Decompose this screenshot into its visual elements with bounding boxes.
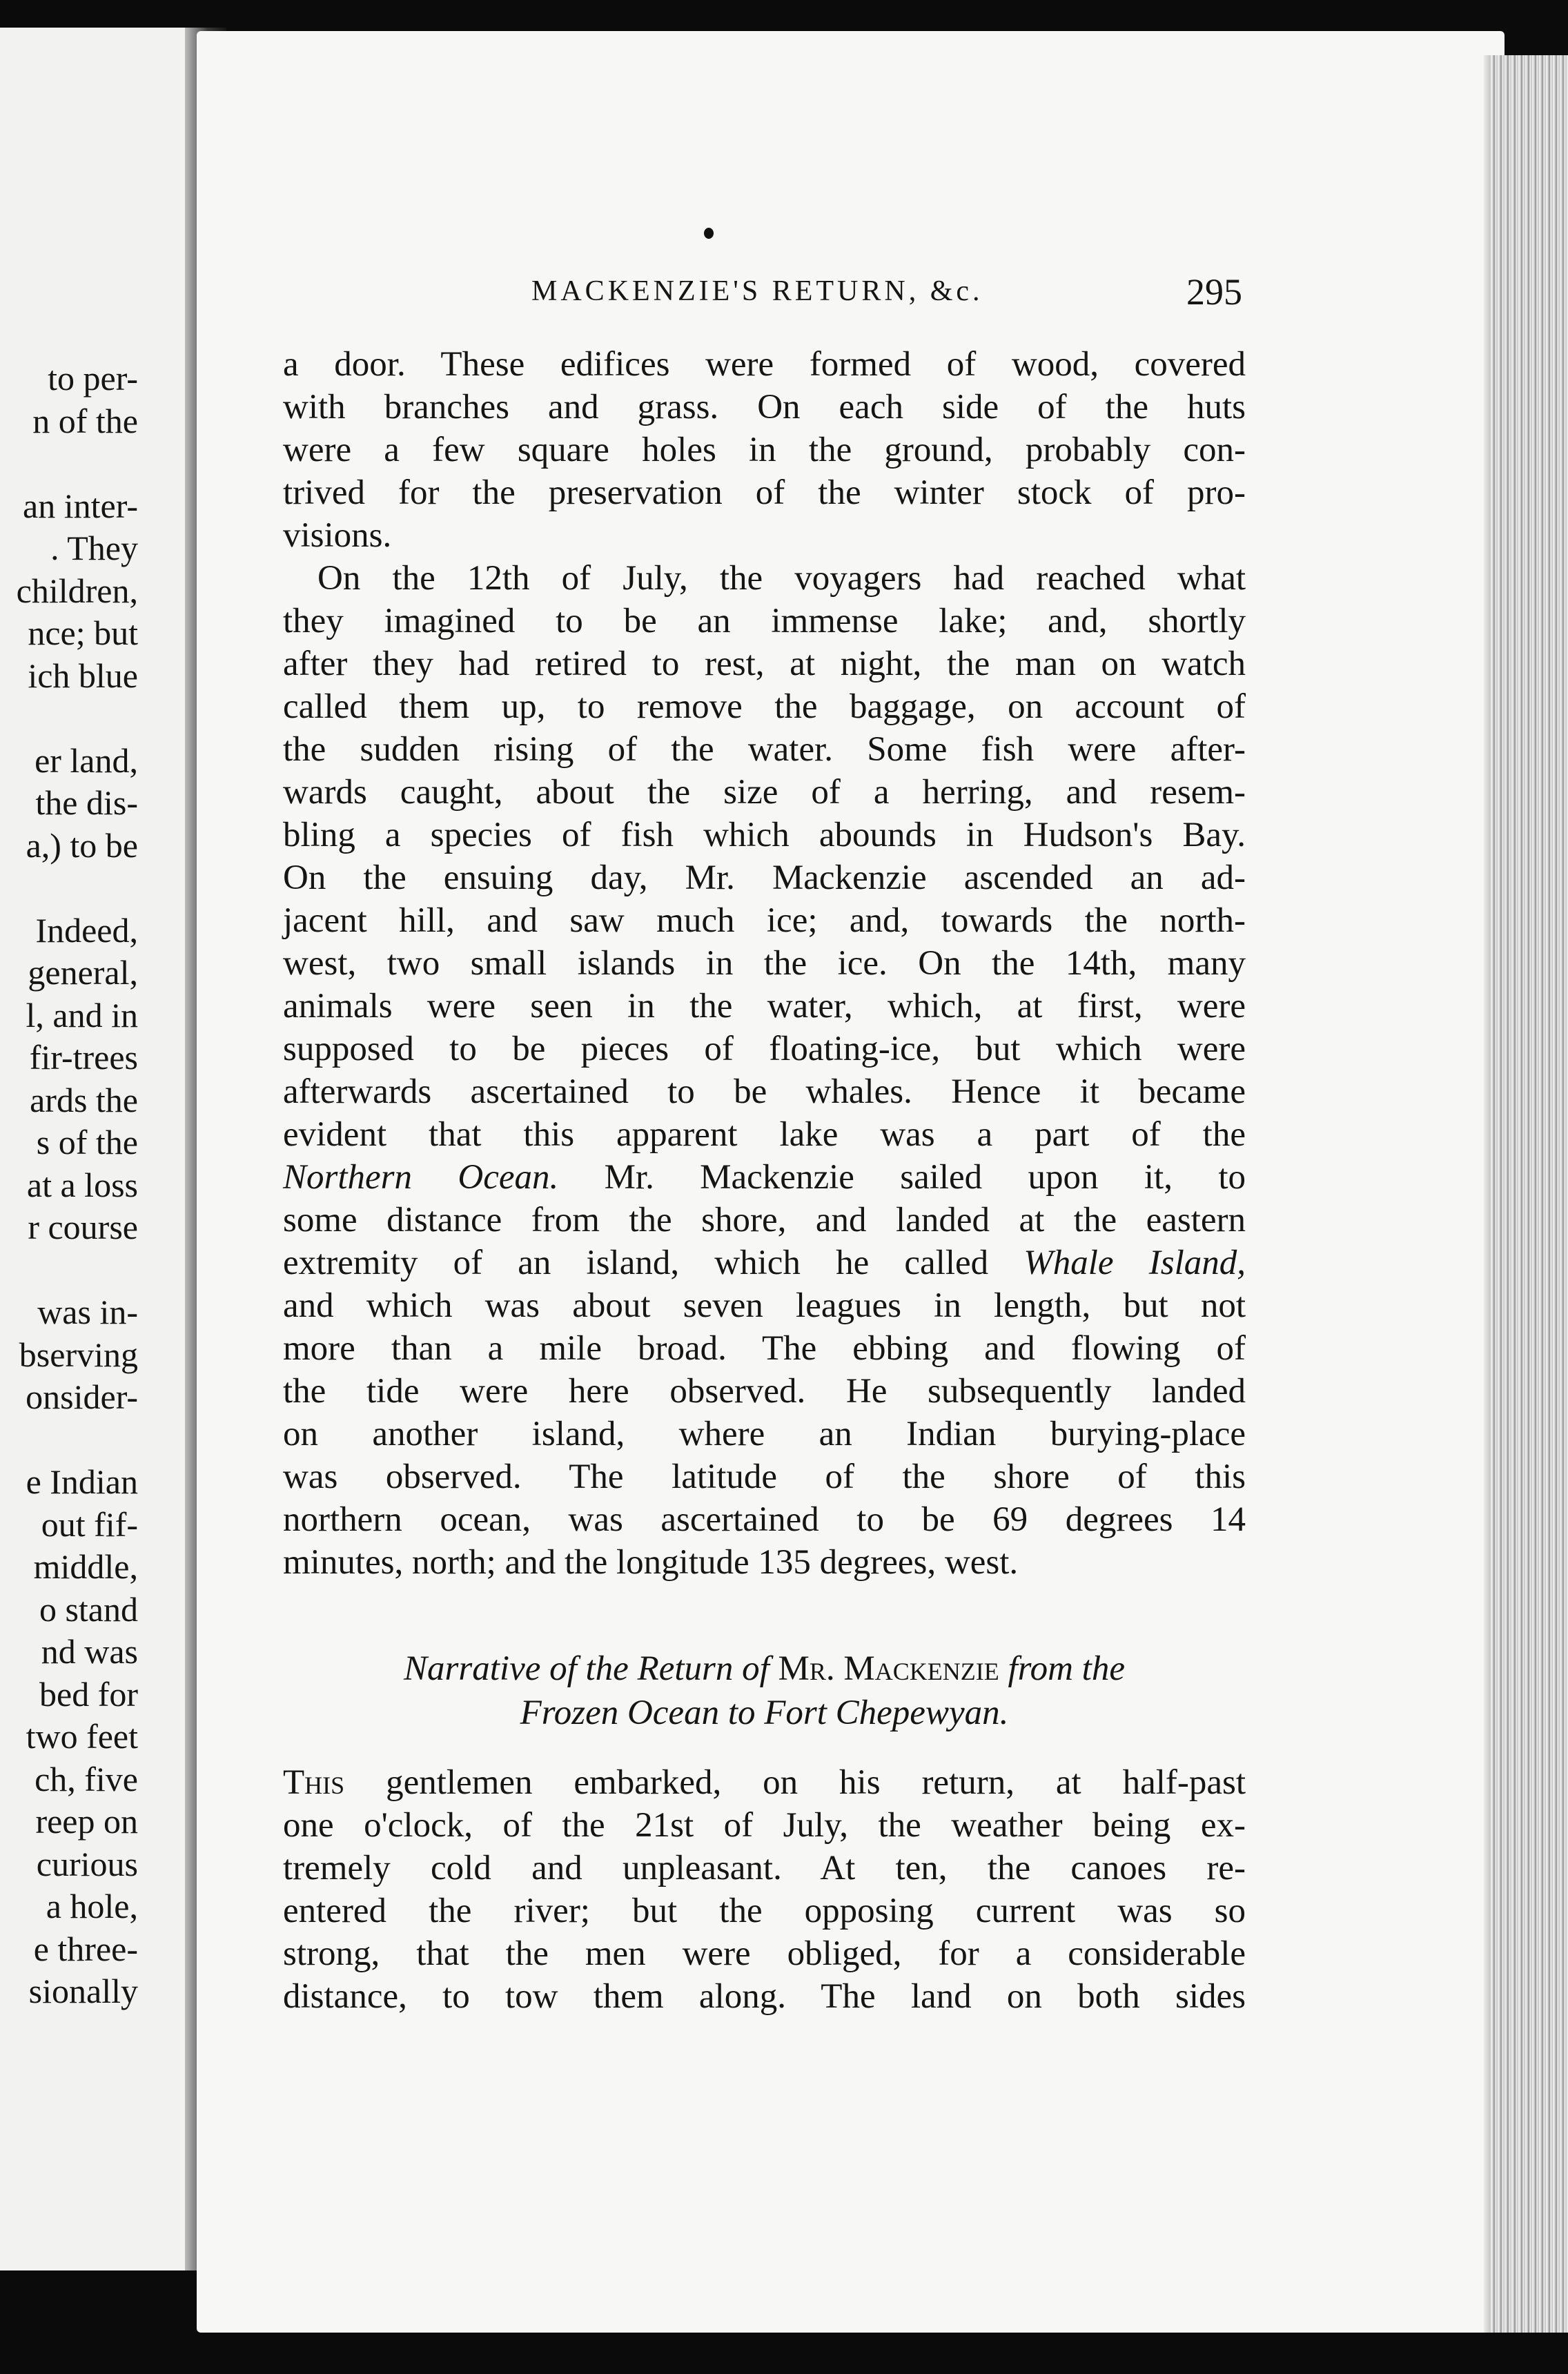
left-line bbox=[0, 1419, 138, 1462]
text-line: visions. bbox=[283, 516, 392, 555]
left-line: e three- bbox=[33, 1929, 138, 1968]
page-edges bbox=[1491, 55, 1568, 2353]
text-line: minutes, north; and the longitude 135 degrees, west. bbox=[283, 1543, 1019, 1582]
left-line bbox=[0, 1249, 138, 1292]
text-line: with branches and grass. On each side of the huts bbox=[283, 388, 1246, 426]
text-line: On the 12th of July, the voyagers had reached what bbox=[317, 559, 1246, 598]
scan-border bbox=[0, 2333, 1568, 2374]
left-line: children, bbox=[16, 571, 138, 610]
text-line: a door. These edifices were formed of wood, covered bbox=[283, 345, 1246, 384]
opening-word: This bbox=[283, 1763, 345, 1802]
text-line: and which was about seven leagues in length, but not bbox=[283, 1286, 1246, 1325]
text-line: was observed. The latitude of the shore of this bbox=[283, 1458, 1246, 1496]
text-line: jacent hill, and saw much ice; and, towards the north- bbox=[283, 901, 1246, 940]
text-line: distance, to tow them along. The land on both sides bbox=[283, 1977, 1246, 2016]
text-line: animals were seen in the water, which, at first, were bbox=[283, 987, 1246, 1026]
text-line: evident that this apparent lake was a part of the bbox=[283, 1115, 1246, 1154]
left-line: out fif- bbox=[41, 1504, 138, 1544]
left-line: nd was bbox=[41, 1632, 138, 1671]
left-line bbox=[0, 867, 138, 910]
left-line: curious bbox=[36, 1844, 138, 1883]
left-line: middle, bbox=[33, 1547, 138, 1586]
left-line: fir-trees bbox=[29, 1038, 138, 1077]
text-line: they imagined to be an immense lake; and, shortly bbox=[283, 602, 1246, 640]
text-line: wards caught, about the size of a herring, and resem- bbox=[283, 773, 1246, 812]
italic-phrase: Whale Island, bbox=[1023, 1244, 1246, 1282]
left-line: at a loss bbox=[26, 1165, 138, 1204]
left-page-text bbox=[0, 357, 138, 2013]
text-line: after they had retired to rest, at night, the man on watch bbox=[283, 645, 1246, 683]
page-header bbox=[283, 271, 1249, 316]
italic-phrase: Northern Ocean. bbox=[283, 1158, 559, 1197]
heading-part: from the bbox=[1008, 1649, 1125, 1688]
section-heading-line-2: Frozen Ocean to Fort Chepewyan. bbox=[520, 1694, 1009, 1732]
heading-name: Mr. Mackenzie bbox=[778, 1649, 999, 1688]
left-line: n of the bbox=[32, 401, 138, 440]
left-line: ch, five bbox=[35, 1759, 138, 1798]
left-line: Indeed, bbox=[35, 910, 138, 950]
left-line: two feet bbox=[26, 1717, 138, 1756]
left-line: . They bbox=[50, 529, 138, 567]
left-line: r course bbox=[28, 1208, 138, 1246]
left-line: sionally bbox=[28, 1972, 138, 2010]
left-line: ards the bbox=[30, 1080, 138, 1119]
text-line: one o'clock, of the 21st of July, the weather being ex- bbox=[283, 1806, 1246, 1845]
ink-mark bbox=[704, 228, 714, 239]
left-line: to per- bbox=[48, 359, 138, 398]
text-line-rest: gentlemen embarked, on his return, at half-past bbox=[386, 1763, 1246, 1802]
text-line: some distance from the shore, and landed at the eastern bbox=[283, 1201, 1246, 1239]
left-line: general, bbox=[28, 953, 138, 992]
left-line bbox=[0, 697, 138, 740]
page-number: 295 bbox=[1186, 271, 1242, 313]
text-line: extremity of an island, which he called Whale Island, bbox=[283, 1244, 1246, 1282]
left-line: reep on bbox=[35, 1802, 138, 1841]
text-line: bling a species of fish which abounds in Hudson's Bay. bbox=[283, 816, 1246, 854]
left-facing-page bbox=[0, 28, 209, 2270]
text-line: were a few square holes in the ground, probably con- bbox=[283, 431, 1246, 469]
left-line: o stand bbox=[39, 1589, 138, 1629]
text-line: Northern Ocean. Mr. Mackenzie sailed upon it, to bbox=[283, 1158, 1246, 1197]
main-text bbox=[283, 343, 1246, 1584]
section-heading-line-1 bbox=[283, 1647, 1246, 1691]
text-line: strong, that the men were obliged, for a considerable bbox=[283, 1934, 1246, 1973]
left-line: a hole, bbox=[46, 1887, 138, 1925]
left-line: an inter- bbox=[23, 486, 138, 525]
text-line: on another island, where an Indian burying-place bbox=[283, 1415, 1246, 1453]
text-line: On the ensuing day, Mr. Mackenzie ascended an ad- bbox=[283, 859, 1246, 897]
text-line: supposed to be pieces of floating-ice, but which were bbox=[283, 1030, 1246, 1068]
text-line: northern ocean, was ascertained to be 69 degrees 14 bbox=[283, 1500, 1246, 1539]
left-line: was in- bbox=[37, 1293, 138, 1331]
text-line bbox=[283, 1761, 1246, 1804]
left-line: er land, bbox=[35, 740, 138, 780]
text-line: entered the river; but the opposing current was so bbox=[283, 1892, 1246, 1930]
left-line: s of the bbox=[36, 1123, 138, 1161]
text-line: tremely cold and unpleasant. At ten, the canoes re- bbox=[283, 1849, 1246, 1887]
text-line: trived for the preservation of the winter stock of pro- bbox=[283, 473, 1246, 512]
running-head: MACKENZIE'S RETURN, &c. bbox=[531, 275, 983, 307]
text-line: the tide were here observed. He subsequently landed bbox=[283, 1372, 1246, 1411]
section-2-text bbox=[283, 1761, 1246, 2018]
text-line: more than a mile broad. The ebbing and flowing of bbox=[283, 1329, 1246, 1368]
text-line: called them up, to remove the baggage, on account of bbox=[283, 687, 1246, 726]
section-heading bbox=[283, 1647, 1246, 1735]
left-line: ich blue bbox=[28, 656, 138, 695]
left-line: l, and in bbox=[26, 995, 138, 1034]
text-line: west, two small islands in the ice. On the 14th, many bbox=[283, 944, 1246, 983]
left-line: bserving bbox=[19, 1335, 138, 1374]
left-line: a,) to be bbox=[26, 825, 138, 865]
left-line bbox=[0, 442, 138, 485]
left-line: bed for bbox=[39, 1674, 138, 1714]
left-line: the dis- bbox=[35, 783, 138, 822]
heading-part: Narrative of the Return of bbox=[404, 1649, 770, 1688]
text-line: afterwards ascertained to be whales. Hence it became bbox=[283, 1072, 1246, 1111]
text-line: the sudden rising of the water. Some fish were after- bbox=[283, 730, 1246, 769]
left-line: e Indian bbox=[26, 1462, 138, 1501]
left-line: nce; but bbox=[28, 614, 138, 652]
left-line: onsider- bbox=[26, 1377, 138, 1416]
